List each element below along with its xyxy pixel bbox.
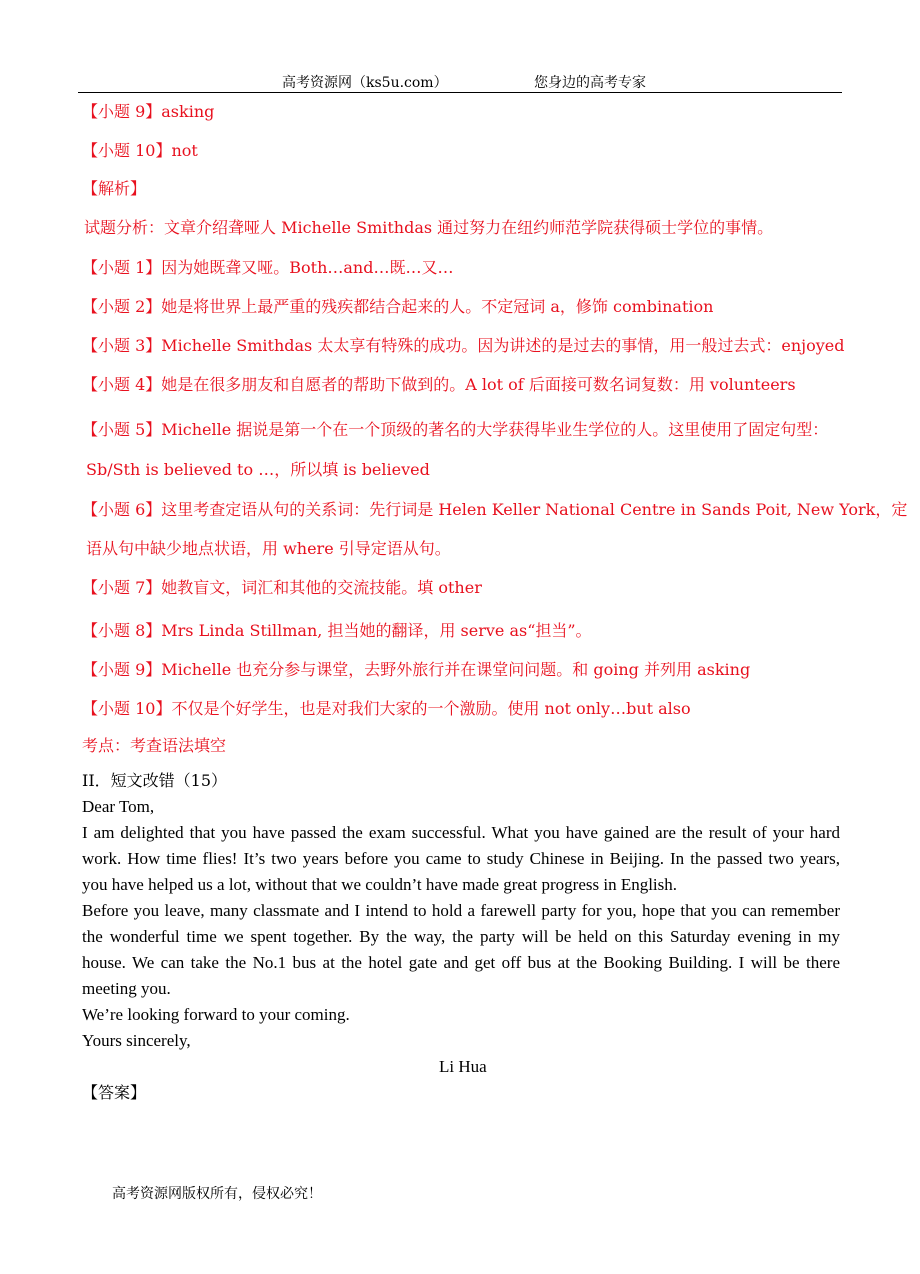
letter-line: I am delighted that you have passed the exam successful. What you have gained are the result of your hard — [82, 823, 840, 842]
letter-line: you have helped us a lot, without that we couldn’t have made great progress in English. — [82, 875, 678, 894]
analysis-item: 【小题 10】不仅是个好学生，也是对我们大家的一个激励。使用 not only…but also — [82, 699, 691, 718]
analysis-item: 语从句中缺少地点状语，用 where 引导定语从句。 — [86, 539, 451, 558]
section-title: II．短文改错（15） — [82, 771, 228, 790]
answer-9: 【小题 9】asking — [82, 102, 215, 121]
header-slogan: 您身边的高考专家 — [534, 75, 646, 91]
analysis-summary: 试题分析：文章介绍聋哑人 Michelle Smithdas 通过努力在纽约师范学院获得硕士学位的事情。 — [84, 218, 774, 237]
analysis-item: 【小题 6】这里考查定语从句的关系词：先行词是 Helen Keller National Centre in Sands Poit, New York，定 — [82, 500, 908, 519]
analysis-item: 【小题 3】Michelle Smithdas 太太享有特殊的成功。因为讲述的是过去的事情，用一般过去式：enjoyed — [82, 336, 845, 355]
header-site: 高考资源网（ks5u.com） — [282, 75, 448, 91]
analysis-item: 【小题 8】Mrs Linda Stillman, 担当她的翻译，用 serve as“担当”。 — [82, 621, 592, 640]
answer-heading: 【答案】 — [82, 1083, 147, 1102]
letter-line: We’re looking forward to your coming. — [82, 1005, 350, 1024]
letter-line: house. We can take the No.1 bus at the hotel gate and get off bus at the Booking Building. I will be there — [82, 953, 840, 972]
letter-greeting: Dear Tom, — [82, 797, 155, 816]
letter-closing: Yours sincerely, — [82, 1031, 191, 1050]
letter-line: Before you leave, many classmate and I intend to hold a farewell party for you, hope that you can remember — [82, 901, 840, 920]
letter-line: the wonderful time we spent together. By the way, the party will be held on this Saturday evening in my — [82, 927, 840, 946]
header-rule — [78, 92, 842, 93]
analysis-item: 【小题 9】Michelle 也充分参与课堂，去野外旅行并在课堂问问题。和 going 并列用 asking — [82, 660, 751, 679]
analysis-item: 【小题 4】她是在很多朋友和自愿者的帮助下做到的。A lot of 后面接可数名词复数：用 volunteers — [82, 375, 796, 394]
kaodian: 考点：考查语法填空 — [82, 736, 227, 755]
analysis-item: 【小题 5】Michelle 据说是第一个在一个顶级的著名的大学获得毕业生学位的人。这里使用了固定句型： — [82, 420, 829, 439]
analysis-item: 【小题 2】她是将世界上最严重的残疾都结合起来的人。不定冠词 a，修饰 combination — [82, 297, 714, 316]
analysis-heading: 【解析】 — [82, 179, 147, 198]
analysis-item: 【小题 7】她教盲文，词汇和其他的交流技能。填 other — [82, 578, 482, 597]
analysis-item: Sb/Sth is believed to …，所以填 is believed — [86, 460, 430, 479]
analysis-item: 【小题 1】因为她既聋又哑。Both…and…既…又… — [82, 258, 454, 277]
letter-line: work. How time flies! It’s two years before you came to study Chinese in Beijing. In the passed two years, — [82, 849, 840, 868]
footer-copyright: 高考资源网版权所有，侵权必究！ — [112, 1186, 322, 1202]
answer-10: 【小题 10】not — [82, 141, 198, 160]
letter-signature: Li Hua — [439, 1057, 487, 1076]
letter-line: meeting you. — [82, 979, 171, 998]
